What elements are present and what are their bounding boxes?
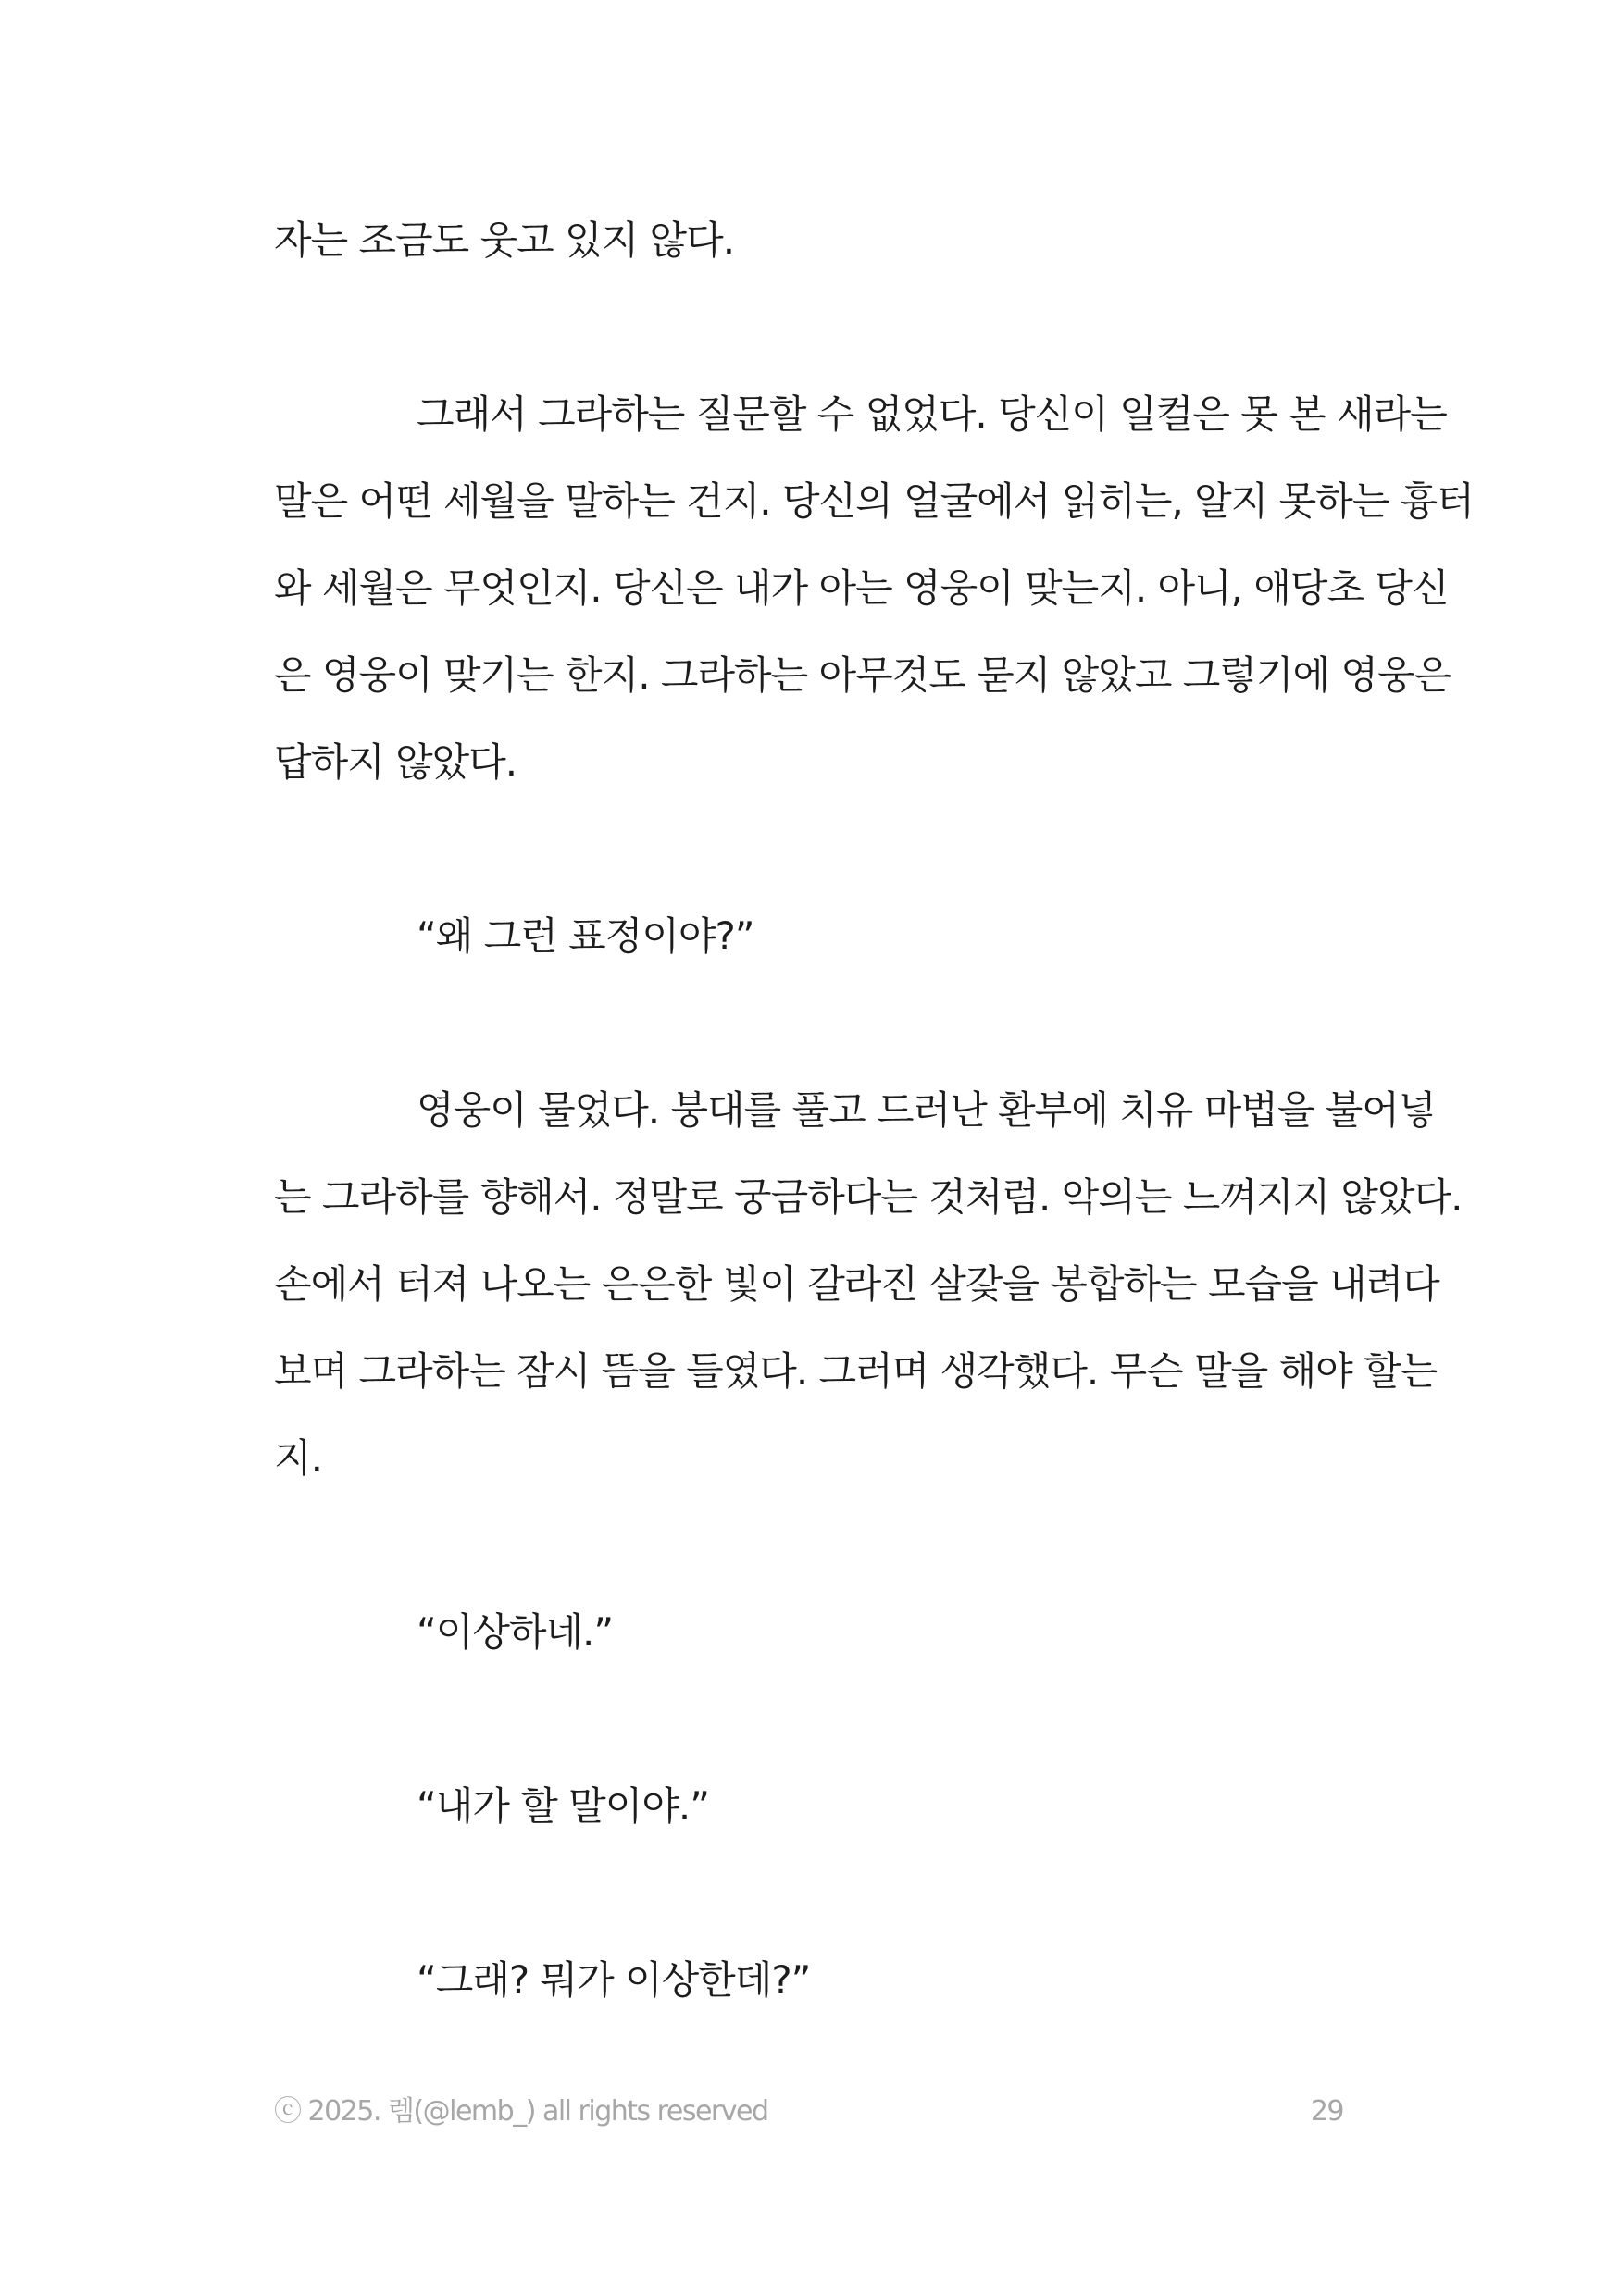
paragraph-spacer bbox=[274, 1502, 1343, 1589]
paragraph-line: 말은 어떤 세월을 말하는 건지. 당신의 얼굴에서 읽히는, 알지 못하는 흉터 bbox=[274, 478, 1474, 524]
paragraph-spacer bbox=[274, 1850, 1343, 1937]
paragraph-line: 은 영웅이 맞기는 한지. 그라하는 아무것도 묻지 않았고 그렇기에 영웅은 bbox=[274, 652, 1451, 698]
paragraph-spacer bbox=[274, 284, 1343, 371]
paragraph-line: 와 세월은 무엇인지. 당신은 내가 아는 영웅이 맞는지. 아니, 애당초 당신 bbox=[274, 565, 1449, 611]
dialogue-line: “그래? 뭐가 이상한데?” bbox=[417, 1957, 811, 2003]
copyright-notice: ⓒ 2025. 렘(@lemb_) all rights reserved bbox=[274, 2095, 768, 2128]
paragraph-spacer bbox=[274, 980, 1343, 1067]
paragraph-line: 보며 그라하는 잠시 뜸을 들였다. 그러며 생각했다. 무슨 말을 해야 할는 bbox=[274, 1348, 1438, 1394]
paragraph-line: 는 그라하를 향해서. 정말로 궁금하다는 것처럼. 악의는 느껴지지 않았다. bbox=[274, 1174, 1463, 1220]
body-text bbox=[274, 197, 1474, 2024]
paragraph-line: 답하지 않았다. bbox=[274, 739, 517, 785]
paragraph-spacer bbox=[274, 806, 1343, 893]
dialogue-line: “내가 할 말이야.” bbox=[417, 1783, 710, 1829]
paragraph-line: 손에서 터져 나오는 은은한 빛이 갈라진 살갗을 봉합하는 모습을 내려다 bbox=[274, 1261, 1439, 1307]
dialogue-line: “왜 그런 표정이야?” bbox=[417, 913, 754, 959]
page-footer bbox=[274, 2093, 1343, 2130]
paragraph-line: 자는 조금도 웃고 있지 않다. bbox=[274, 217, 735, 263]
dialogue-line: “이상하네.” bbox=[417, 1609, 614, 1655]
paragraph-line: 영웅이 물었다. 붕대를 풀고 드러난 환부에 치유 마법을 불어넣 bbox=[417, 1087, 1436, 1133]
paragraph-spacer bbox=[274, 1676, 1343, 1763]
paragraph-line: 그래서 그라하는 질문할 수 없었다. 당신이 일컬은 못 본 새라는 bbox=[417, 391, 1447, 437]
page-number: 29 bbox=[1310, 2095, 1343, 2128]
paragraph-line: 지. bbox=[274, 1435, 322, 1481]
